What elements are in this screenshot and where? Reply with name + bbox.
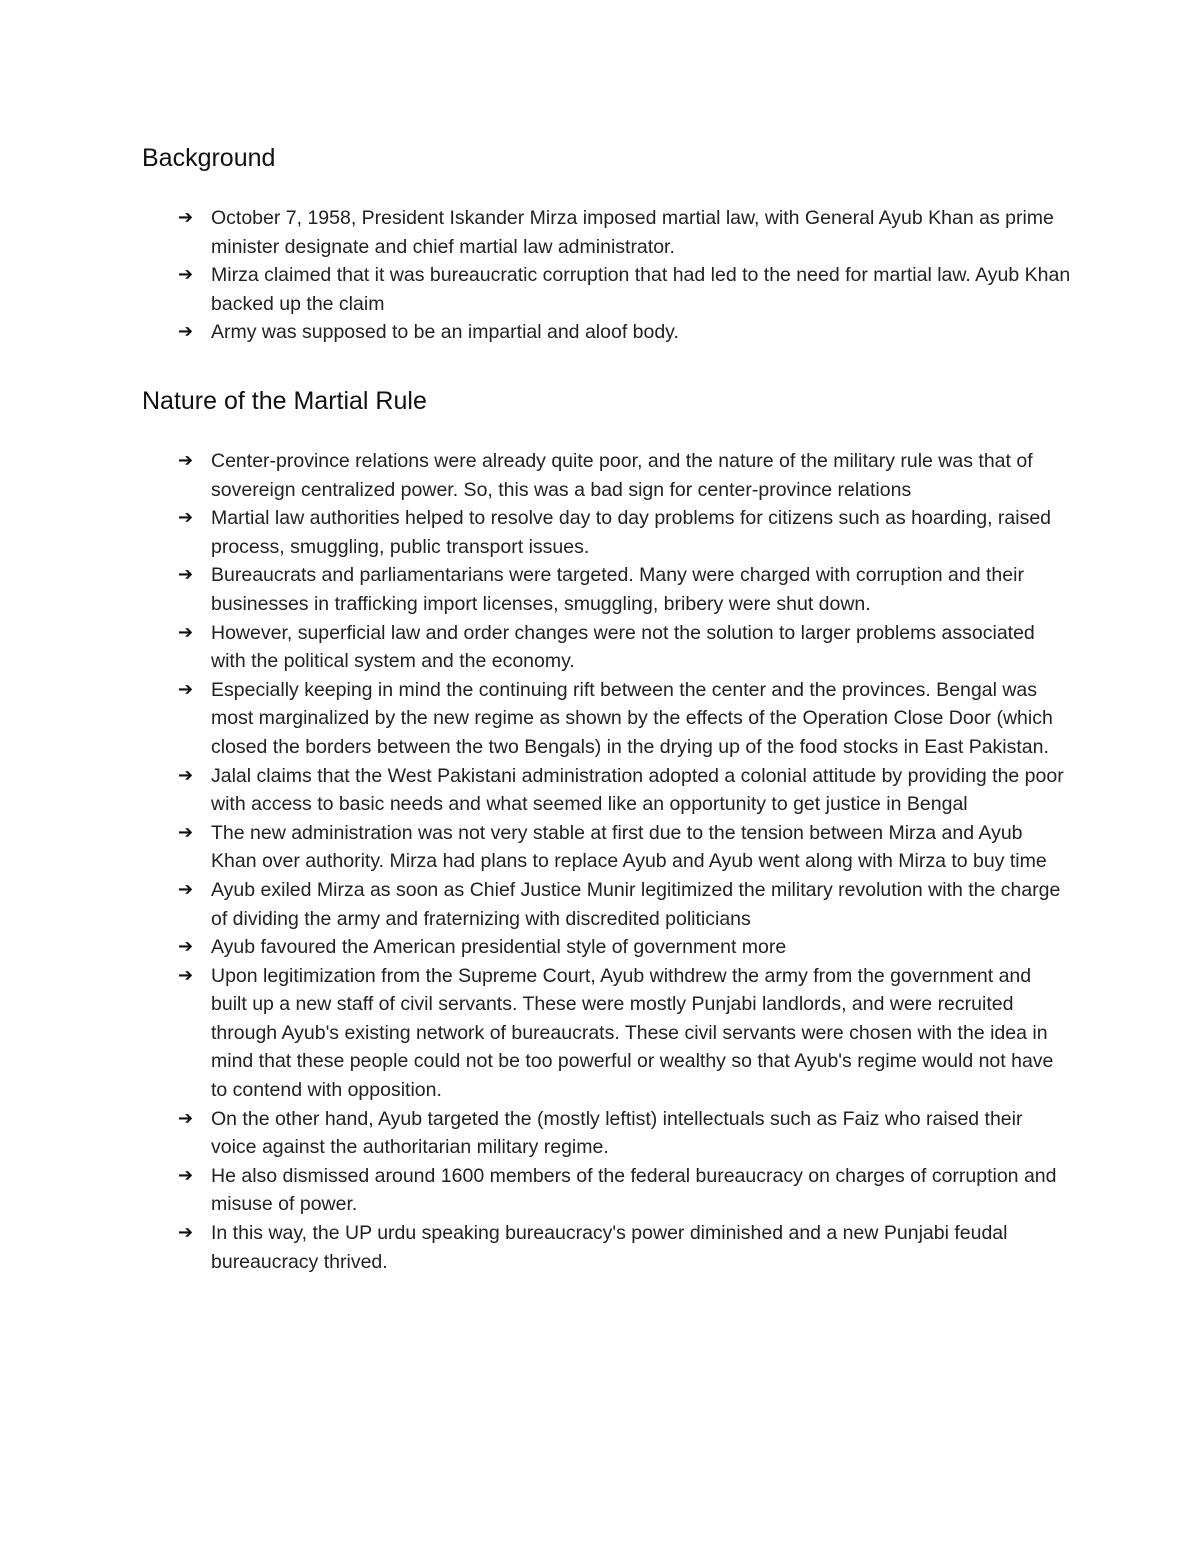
list-item [142, 1219, 1072, 1276]
list-item [142, 318, 1072, 347]
section-background [142, 140, 1072, 347]
arrow-bullet-icon: ➔ [178, 964, 194, 986]
list-item-text: Ayub favoured the American presidential style of government more [211, 936, 787, 959]
list-item-text: Upon legitimization from the Supreme Court, Ayub withdrew the army from the government and built up a new staff of civil servants. These were mostly Punjabi landlords, and were recruited through Ayub's existing network of bureaucrats. These civil servants were chosen with the idea in mind that these people could not be too powerful or wealthy so that Ayub's regime would not have to contend with opposition. [211, 964, 1054, 1102]
list-item-text: Ayub exiled Mirza as soon as Chief Justice Munir legitimized the military revolution with the charge of dividing the army and fraternizing with discredited politicians [211, 878, 1061, 930]
list-item-text: He also dismissed around 1600 members of the federal bureaucracy on charges of corruption and misuse of power. [211, 1164, 1057, 1216]
section-heading: Background [142, 144, 276, 172]
list-item-text: Jalal claims that the West Pakistani administration adopted a colonial attitude by providing the poor with access to basic needs and what seemed like an opportunity to get justice in Bengal [211, 764, 1064, 816]
arrow-bullet-icon: ➔ [178, 207, 194, 228]
arrow-bullet-icon: ➔ [178, 264, 194, 286]
list-item [142, 1105, 1072, 1162]
list-item-text: Army was supposed to be an impartial and aloof body. [211, 321, 679, 344]
arrow-bullet-icon: ➔ [178, 1107, 194, 1129]
arrow-bullet-icon: ➔ [178, 450, 194, 471]
section-heading: Nature of the Martial Rule [142, 387, 427, 415]
arrow-bullet-icon: ➔ [178, 1222, 194, 1244]
list-item [142, 1162, 1072, 1219]
arrow-bullet-icon: ➔ [178, 1164, 194, 1186]
bullet-list [142, 447, 1072, 1276]
list-item [142, 819, 1072, 876]
list-item [142, 762, 1072, 819]
list-item-text: Center-province relations were already quite poor, and the nature of the military rule was that of sovereign centralized power. So, this was a bad sign for center-province relations [211, 450, 1033, 501]
list-item-text: Martial law authorities helped to resolve day to day problems for citizens such as hoarding, raised process, smuggling, public transport issues. [211, 507, 1052, 558]
arrow-bullet-icon: ➔ [178, 564, 194, 586]
section-nature-of-martial-rule [142, 383, 1072, 1276]
arrow-bullet-icon: ➔ [178, 507, 194, 529]
list-item-text: Bureaucrats and parliamentarians were targeted. Many were charged with corruption and their businesses in trafficking import licenses, smuggling, bribery were shut down. [211, 564, 1024, 615]
list-item-text: However, superficial law and order changes were not the solution to larger problems associated with the political system and the economy. [211, 621, 1035, 673]
list-item [142, 933, 1072, 962]
arrow-bullet-icon: ➔ [178, 936, 194, 958]
list-item [142, 447, 1072, 504]
arrow-bullet-icon: ➔ [178, 821, 194, 843]
list-item-text: Mirza claimed that it was bureaucratic corruption that had led to the need for martial law. Ayub Khan backed up the claim [211, 264, 1071, 315]
list-item [142, 962, 1072, 1105]
list-item [142, 204, 1072, 261]
arrow-bullet-icon: ➔ [178, 321, 194, 343]
list-item-text: The new administration was not very stable at first due to the tension between Mirza and Ayub Khan over authority. Mirza had plans to replace Ayub and Ayub went along with Mirza to buy time [211, 821, 1047, 873]
list-item-text: In this way, the UP urdu speaking bureaucracy's power diminished and a new Punjabi feudal bureaucracy thrived. [211, 1222, 1008, 1273]
list-item [142, 876, 1072, 933]
arrow-bullet-icon: ➔ [178, 878, 194, 900]
list-item [142, 676, 1072, 762]
list-item-text: On the other hand, Ayub targeted the (mostly leftist) intellectuals such as Faiz who raised their voice against the authoritarian military regime. [211, 1107, 1023, 1159]
list-item-text: Especially keeping in mind the continuing rift between the center and the provinces. Bengal was most marginalized by the new regime as shown by the effects of the Operation Close Door (which closed the borders between the two Bengals) in the drying up of the food stocks in East Pakistan. [211, 678, 1053, 758]
bullet-list [142, 204, 1072, 347]
list-item [142, 619, 1072, 676]
list-item [142, 504, 1072, 561]
list-item-text: October 7, 1958, President Iskander Mirza imposed martial law, with General Ayub Khan as prime minister designate and chief martial law administrator. [211, 207, 1054, 258]
arrow-bullet-icon: ➔ [178, 621, 194, 643]
list-item [142, 561, 1072, 618]
arrow-bullet-icon: ➔ [178, 764, 194, 786]
arrow-bullet-icon: ➔ [178, 678, 194, 700]
list-item [142, 261, 1072, 318]
